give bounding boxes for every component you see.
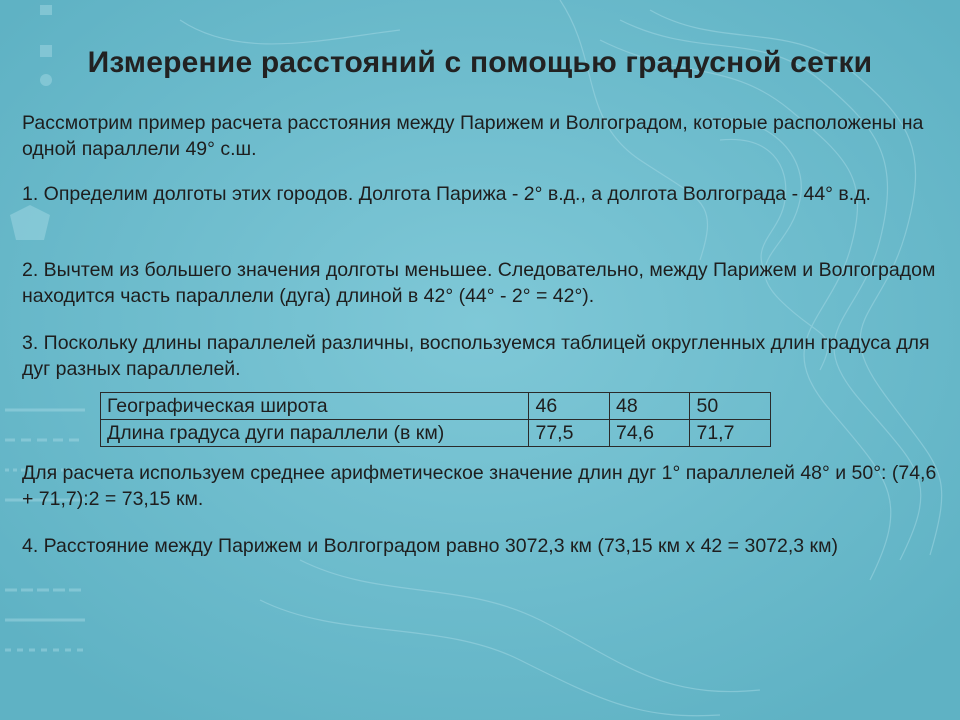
table-cell: 71,7 <box>690 420 771 447</box>
step2-paragraph: 2. Вычтем из большего значения долготы меньшее. Следовательно, между Парижем и Волгоградом находится часть параллели (дуга) длиной в 42° (44° - 2° = 42°). <box>22 259 936 307</box>
table-cell-label: Географическая широта <box>101 393 529 420</box>
table-cell: 46 <box>529 393 610 420</box>
step1-paragraph: 1. Определим долготы этих городов. Долгота Парижа - 2° в.д., а долгота Волгограда - 44° в.д. <box>22 183 871 205</box>
table-cell: 48 <box>609 393 690 420</box>
table-cell: 77,5 <box>529 420 610 447</box>
slide-title: Измерение расстояний с помощью градусной сетки <box>87 46 873 79</box>
calculation-paragraph: Для расчета используем среднее арифметическое значение длин дуг 1° параллелей 48° и 50°: (74,6 + 71,7):2 = 73,15 км. <box>22 462 937 510</box>
table-cell: 50 <box>690 393 771 420</box>
table-row <box>101 393 771 420</box>
step3-paragraph: 3. Поскольку длины параллелей различны, воспользуемся таблицей округленных длин градуса для дуг разных параллелей. <box>22 332 930 380</box>
table-cell: 74,6 <box>609 420 690 447</box>
intro-paragraph: Рассмотрим пример расчета расстояния между Парижем и Волгоградом, которые расположены на одной параллели 49° с.ш. <box>22 112 924 160</box>
table-row <box>101 420 771 447</box>
step4-paragraph: 4. Расстояние между Парижем и Волгоградом равно 3072,3 км (73,15 км х 42 = 3072,3 км) <box>22 535 838 557</box>
degree-length-table <box>100 392 771 447</box>
table-cell-label: Длина градуса дуги параллели (в км) <box>101 420 529 447</box>
